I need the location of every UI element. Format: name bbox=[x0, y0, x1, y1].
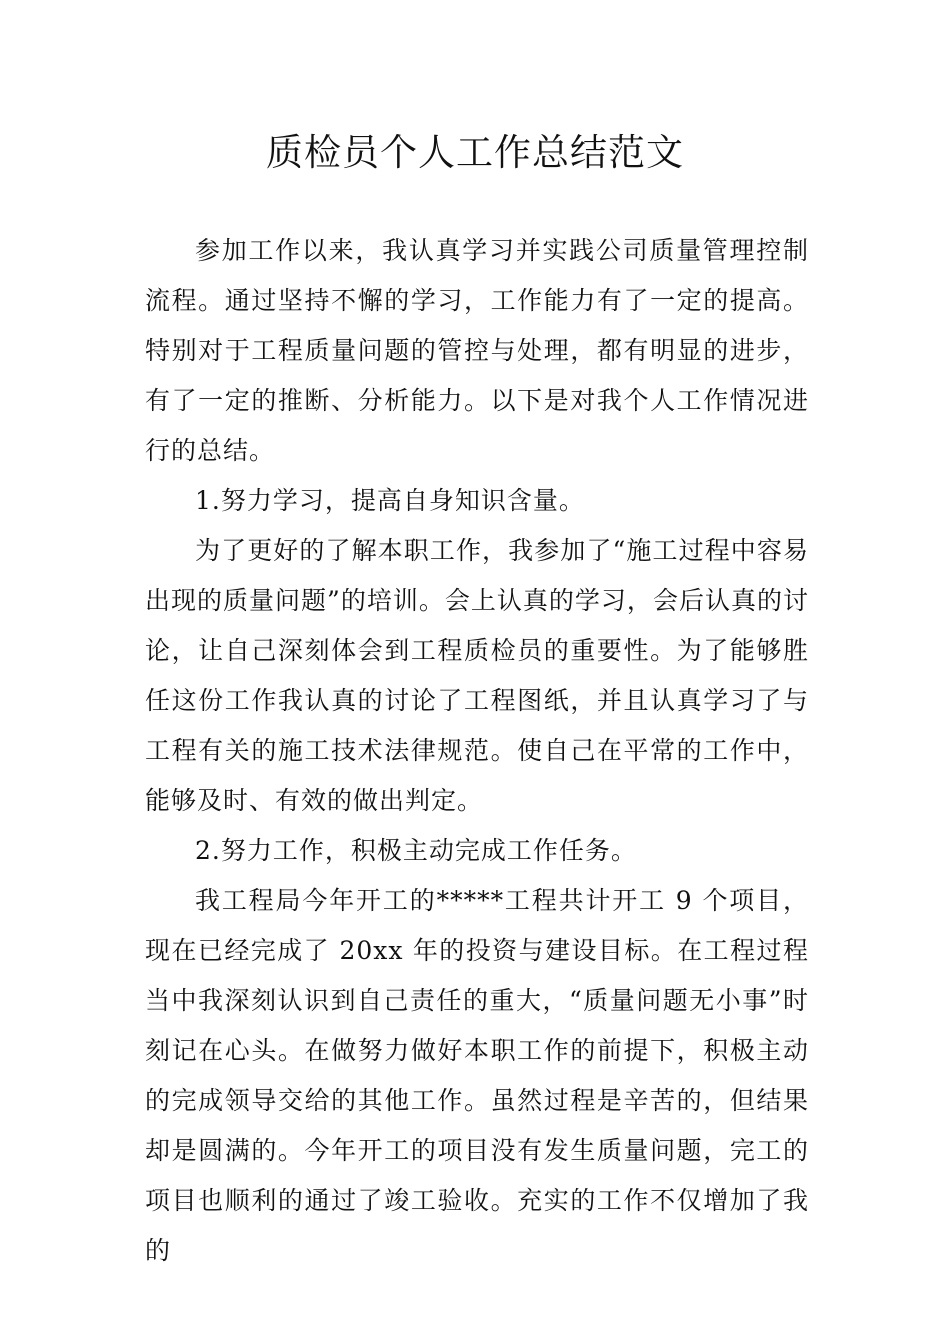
section-heading-1: 1.努力学习，提高自身知识含量。 bbox=[195, 486, 585, 515]
document-title: 质检员个人工作总结范文 bbox=[266, 131, 684, 174]
paragraph-section-2: 我工程局今年开工的*****工程共计开工 9 个项目，现在已经完成了 20xx 年的投资与建设目标。在工程过程当中我深刻认识到自己责任的重大，“质量问题无小事”时刻记在心头。在做努力做好本职工作的前提下，积极主动的完成领导交给的其他工作。虽然过程是辛苦的，但结果却是圆满的。今年开工的项目没有发生质量问题，完工的项目也顺利的通过了竣工验收。充实的工作不仅增加了我的 bbox=[145, 886, 809, 1265]
paragraph-intro: 参加工作以来，我认真学习并实践公司质量管理控制流程。通过坚持不懈的学习，工作能力有了一定的提高。特别对于工程质量问题的管控与处理，都有明显的进步，有了一定的推断、分析能力。以下是对我个人工作情况进行的总结。 bbox=[145, 236, 809, 465]
section-heading-2: 2.努力工作，积极主动完成工作任务。 bbox=[195, 836, 637, 865]
paragraph-section-1: 为了更好的了解本职工作，我参加了“施工过程中容易出现的质量问题”的培训。会上认真的学习，会后认真的讨论，让自己深刻体会到工程质检员的重要性。为了能够胜任这份工作我认真的讨论了工程图纸，并且认真学习了与工程有关的施工技术法律规范。使自己在平常的工作中，能够及时、有效的做出判定。 bbox=[145, 536, 809, 815]
document-body bbox=[145, 226, 809, 1276]
